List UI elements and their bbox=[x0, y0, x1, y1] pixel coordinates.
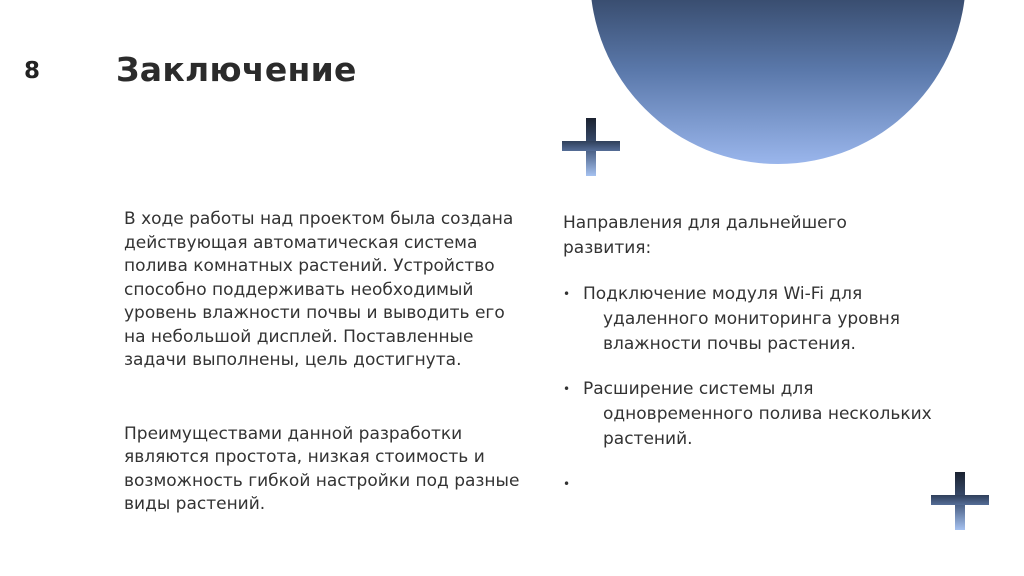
bullet-icon: • bbox=[563, 382, 571, 396]
slide-title: Заключение bbox=[116, 50, 357, 89]
plus-icon bbox=[562, 118, 620, 176]
bullet-icon: • bbox=[563, 477, 571, 491]
list-item-text: Расширение системы для одновременного полива нескольких растений. bbox=[583, 379, 932, 449]
conclusion-paragraph-1: В ходе работы над проектом была создана действующая автоматическая система полива комнатных растений. Устройство способно поддерживать необходимый уровень влажности почвы и выводить его на небольшой дисплей. Поставленные задачи выполнены, цель достигнута. bbox=[124, 209, 514, 370]
plus-icon bbox=[931, 472, 989, 530]
decorative-gradient-circle bbox=[590, 0, 966, 164]
future-directions-list bbox=[563, 282, 983, 491]
list-item-text: Подключение модуля Wi-Fi для удаленного мониторинга уровня влажности почвы растения. bbox=[583, 284, 900, 354]
list-item bbox=[563, 377, 963, 452]
bullet-icon: • bbox=[563, 287, 571, 301]
conclusion-paragraph-2: Преимуществами данной разработки являются простота, низкая стоимость и возможность гибкой настройки под разные виды растений. bbox=[124, 423, 520, 514]
slide-number: 8 bbox=[24, 58, 41, 84]
future-directions-heading: Направления для дальнейшего развития: bbox=[563, 213, 847, 258]
list-item bbox=[563, 282, 963, 357]
future-directions-block bbox=[563, 211, 983, 491]
conclusion-text-block bbox=[124, 208, 524, 517]
